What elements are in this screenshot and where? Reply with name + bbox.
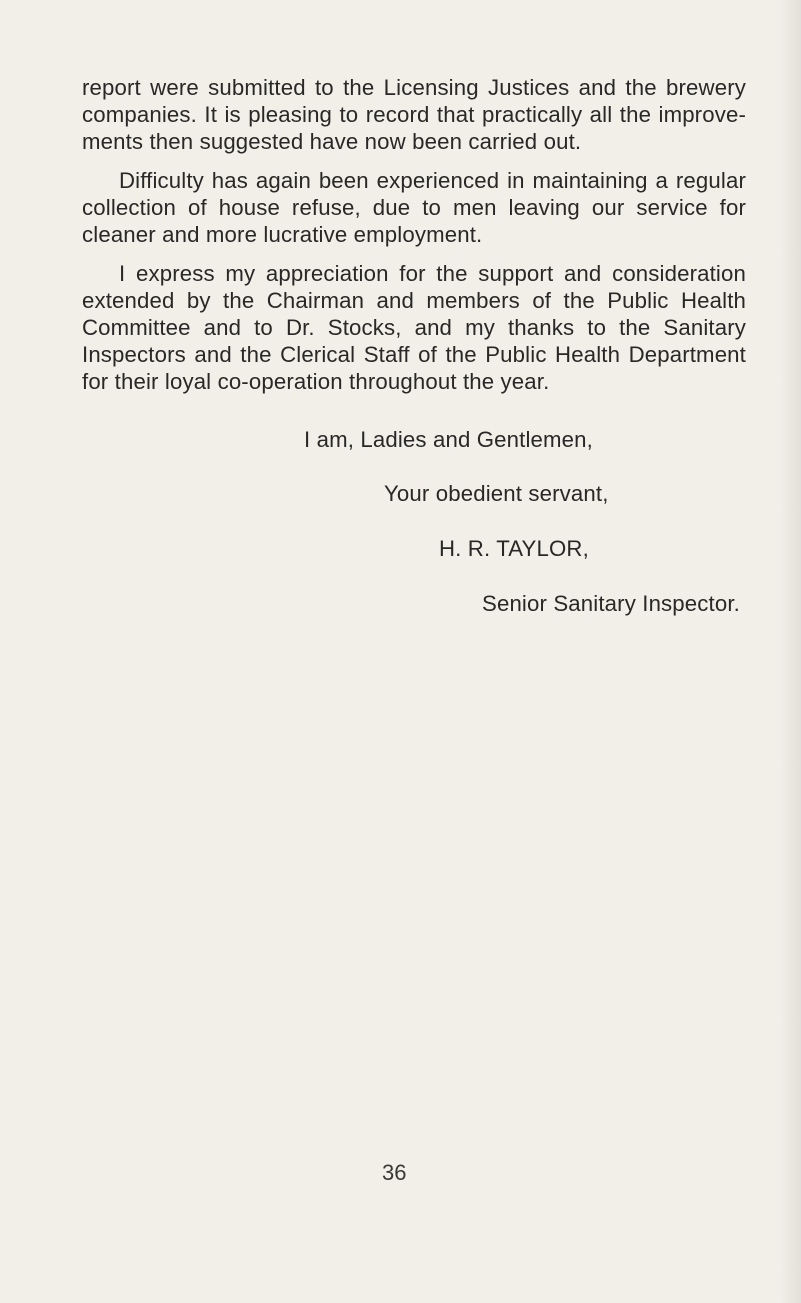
paragraph-appreciation: I express my appreciation for the support and consideration extended by the Chairman and members of the Public Health Committee and to Dr. Stocks, and my thanks to the Sanitary Inspectors and the Clerical Staff of the Public Health Department for their loyal co-operation throughout the year. xyxy=(82,261,746,394)
paragraph-refuse-collection: Difficulty has again been experienced in maintaining a regular collection of house refuse, due to men leaving our service for cleaner and more lucrative employment. xyxy=(82,168,746,247)
signature-title: Senior Sanitary Inspector. xyxy=(482,591,740,616)
page-number: 36 xyxy=(382,1160,407,1185)
report-body xyxy=(82,74,746,395)
closing-valediction: Your obedient servant, xyxy=(384,481,609,506)
signature-name: H. R. TAYLOR, xyxy=(439,536,589,561)
closing-salutation: I am, Ladies and Gentlemen, xyxy=(304,427,593,452)
paragraph-licensing-continuation: report were submitted to the Licensing Justices and the brewery companies. It is pleasing to record that practically all the improve-ments then suggested have now been carried out. xyxy=(82,75,746,154)
page-edge-shadow xyxy=(779,0,801,1303)
